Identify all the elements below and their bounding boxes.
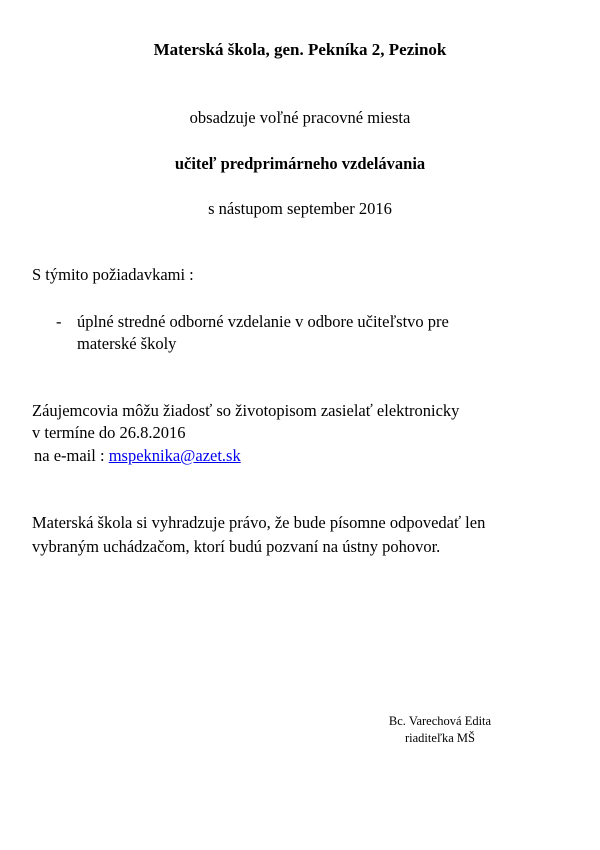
email-label: na e-mail : bbox=[34, 446, 109, 465]
job-position: učiteľ predprimárneho vzdelávania bbox=[174, 154, 426, 173]
start-date: s nástupom september 2016 bbox=[208, 199, 392, 218]
notice-line-1: Materská škola si vyhradzuje právo, že bude písomne odpovedať len bbox=[32, 513, 486, 532]
bullet-marker: - bbox=[56, 312, 62, 331]
requirements-heading: S týmito požiadavkami : bbox=[32, 265, 194, 284]
application-line-1: Záujemcovia môžu žiadosť so životopisom zasielať elektronicky bbox=[32, 401, 460, 420]
signature-name: Bc. Varechová Edita bbox=[388, 714, 492, 728]
signature-role: riaditeľka MŠ bbox=[405, 731, 475, 745]
requirement-item-line-1: úplné stredné odborné vzdelanie v odbore učiteľstvo pre bbox=[77, 312, 449, 331]
application-email-line bbox=[34, 447, 241, 465]
application-deadline: v termíne do 26.8.2016 bbox=[32, 423, 186, 442]
email-link[interactable]: mspeknika@azet.sk bbox=[108, 446, 241, 465]
requirement-item-line-2: materské školy bbox=[77, 334, 177, 353]
page-title: Materská škola, gen. Pekníka 2, Pezinok bbox=[153, 40, 447, 59]
announcement-intro: obsadzuje voľné pracovné miesta bbox=[189, 108, 411, 127]
notice-line-2: vybraným uchádzačom, ktorí budú pozvaní na ústny pohovor. bbox=[32, 537, 441, 556]
